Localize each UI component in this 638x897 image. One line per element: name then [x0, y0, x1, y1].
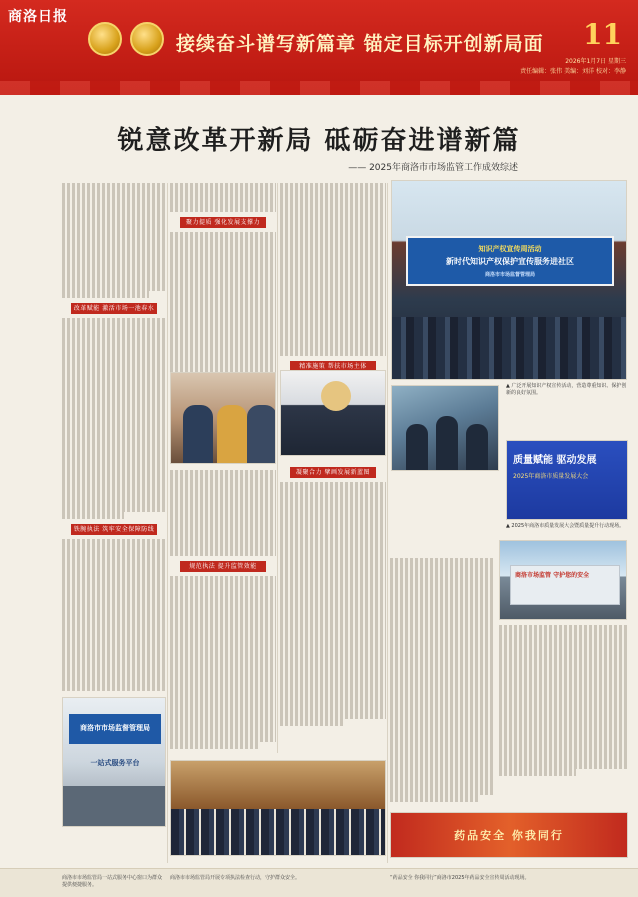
- column-rule: [277, 183, 278, 753]
- team-photo-caption: 商洛市市场监管局开展专项执法检查行动，守护群众安全。: [170, 875, 301, 881]
- quality-conference-photo: [506, 440, 628, 520]
- team-row: [171, 809, 385, 855]
- masthead: [0, 0, 638, 95]
- drug-safety-photo: [390, 812, 628, 858]
- issue-date: 2026年1月7日 星期三: [565, 58, 626, 65]
- section-heading: 凝聚合力 擘画发展新蓝图: [290, 467, 376, 478]
- vehicle-body: [510, 565, 620, 605]
- staff-photo: [280, 370, 386, 456]
- service-sign-text: 商洛市市场监督管理局: [80, 724, 150, 732]
- text-column-1: [62, 183, 166, 691]
- service-desk: [63, 786, 165, 826]
- banner-photo-caption: ▲ 2025年商洛市质量发展大会暨质量提升行动现场。: [506, 523, 625, 529]
- audience-crowd: [392, 317, 626, 379]
- editor-credits: 责任编辑：张伟 美编：刘洋 校对：李静: [520, 68, 626, 75]
- banner-line-3: 商洛市市场监督管理局: [484, 272, 535, 278]
- section-heading: 铁腕执法 筑牢安全保障防线: [71, 524, 157, 535]
- person-figure: [247, 405, 276, 463]
- drug-safety-text: 药品安全 你我同行: [454, 829, 564, 842]
- masthead-slogan: 接续奋斗谱写新篇章 锚定目标开创新局面: [176, 33, 544, 55]
- national-emblem-icon: [88, 22, 122, 56]
- party-emblem-icon: [130, 22, 164, 56]
- person-figure: [183, 405, 213, 463]
- team-photo: [170, 760, 386, 856]
- text-column-3-lower: [280, 462, 386, 754]
- inspector-figure: [406, 424, 428, 470]
- service-sign: [69, 714, 161, 744]
- inspector-figure: [436, 416, 458, 470]
- main-photo-caption: ▲ 广泛开展知识产权宣传活动，营造尊重知识、保护创新的良好氛围。: [506, 383, 627, 396]
- banner-line-1: 知识产权宣传周活动: [478, 245, 542, 253]
- conference-title: 质量赋能 驱动发展: [513, 455, 597, 466]
- inspector-figure: [466, 424, 488, 470]
- column-rule: [167, 183, 168, 863]
- newspaper-logo: 商洛日报: [8, 9, 68, 25]
- strip-photo-caption: “药品安全 你我同行”商洛市2025年药品安全宣传周活动现场。: [390, 875, 530, 881]
- section-heading: 聚力提质 强化发展支撑力: [180, 217, 266, 228]
- section-heading: 改革赋能 激活市场一池春水: [71, 303, 157, 314]
- text-column-5: [499, 625, 627, 805]
- person-figure: [217, 405, 247, 463]
- badge-icon: [321, 381, 351, 411]
- banner-line-2: 新时代知识产权保护宣传服务进社区: [446, 257, 574, 266]
- masthead-stripes: [0, 81, 638, 95]
- conference-subtitle: 2025年商洛市质量发展大会: [513, 473, 589, 480]
- ip-promotion-photo: [391, 180, 627, 380]
- section-heading: 规范执法 提升监管效能: [180, 561, 266, 572]
- service-photo-caption: 商洛市市场监管局一站式服务中心窗口为群众提供便捷服务。: [62, 875, 163, 888]
- market-visit-photo: [170, 372, 276, 464]
- service-center-photo: [62, 697, 166, 827]
- vehicle-text: 商洛市场监管 守护您的安全: [515, 572, 590, 579]
- inspection-photo: [391, 385, 499, 471]
- mobile-unit-photo: [499, 540, 627, 620]
- text-column-4: [390, 558, 495, 826]
- service-subtitle: 一站式服务平台: [90, 759, 140, 767]
- page-number: 11: [583, 18, 622, 51]
- text-column-2-lower: [170, 470, 276, 755]
- article-subhead: —— 2025年商洛市市场监管工作成效综述: [348, 163, 518, 173]
- article-headline: 锐意改革开新局 砥砺奋进谱新篇: [117, 126, 521, 156]
- column-rule: [387, 183, 388, 863]
- section-heading: 精准施策 帮扶市场主体: [290, 361, 376, 372]
- caption-bar: [0, 868, 638, 897]
- event-banner: [406, 236, 614, 286]
